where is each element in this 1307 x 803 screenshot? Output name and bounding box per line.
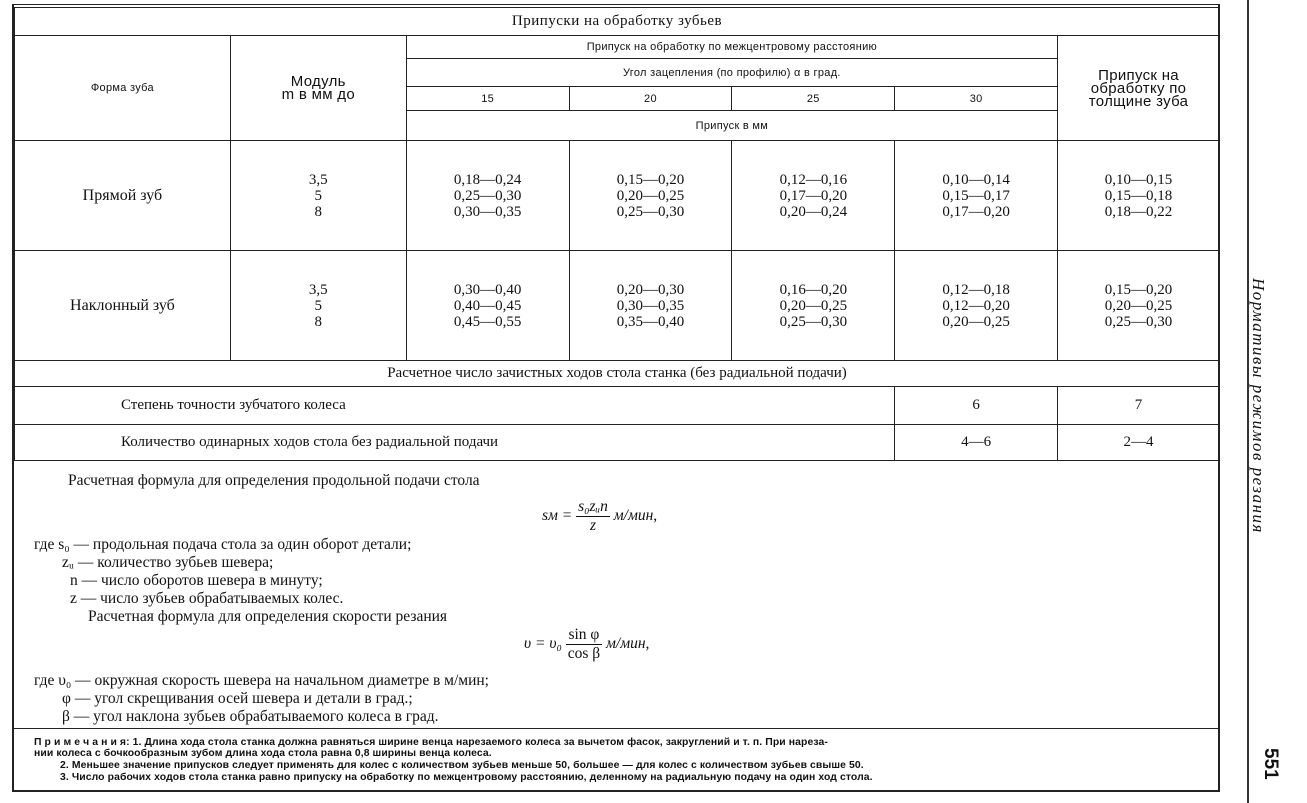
page-number: 551 — [1260, 748, 1281, 780]
row-modules: 3,5 5 8 — [230, 141, 406, 251]
feed-denominator: z — [589, 517, 597, 534]
strokes-label: Количество одинарных ходов стола без радиальной подачи — [15, 425, 895, 461]
row-value: 0,12—0,16 0,17—0,20 0,20—0,24 — [732, 141, 895, 251]
feed-fraction — [576, 498, 610, 535]
feed-unit: м/мин, — [613, 507, 658, 525]
header-thickness: Припуск на обработку по толщине зуба — [1058, 36, 1220, 141]
note-line: 2. Меньшее значение припусков следует применять для колес с количеством зубьев меньше 50, большее — для колес с количеством зубьев свыше 50. — [60, 760, 864, 771]
definition: где υ₀ — окружная скорость шевера на начальном диаметре в м/мин; — [34, 672, 489, 689]
row-thickness: 0,10—0,15 0,15—0,18 0,18—0,22 — [1058, 141, 1220, 251]
speed-numerator: sin φ — [566, 626, 602, 645]
table-title: Припуски на обработку зубьев — [15, 8, 1220, 36]
speed-intro: Расчетная формула для определения скорости резания — [88, 608, 448, 625]
header-tooth-form: Форма зуба — [15, 36, 231, 141]
row-value: 0,12—0,18 0,12—0,20 0,20—0,25 — [895, 251, 1058, 361]
passes-title: Расчетное число зачистных ходов стола станка (без радиальной подачи) — [15, 361, 1220, 387]
definition: β — угол наклона зубьев обрабатываемого колеса в град. — [62, 708, 439, 725]
speed-formula — [524, 626, 649, 663]
row-value: 0,20—0,30 0,30—0,35 0,35—0,40 — [569, 251, 732, 361]
row-value: 0,10—0,14 0,15—0,17 0,17—0,20 — [895, 141, 1058, 251]
header-allowance-unit: Припуск в мм — [406, 111, 1057, 141]
note-line: нии колеса с бочкообразным зубом длина хода стола равна 0,8 ширины венца колеса. — [34, 748, 492, 759]
row-value: 0,18—0,24 0,25—0,30 0,30—0,35 — [406, 141, 569, 251]
header-angle-25: 25 — [732, 87, 895, 111]
feed-numerator: s₀zᵤn — [578, 498, 608, 515]
formula-section — [14, 468, 1220, 726]
speed-fraction — [566, 626, 602, 663]
feed-intro: Расчетная формула для определения продольной подачи стола — [68, 472, 480, 489]
row-form: Прямой зуб — [15, 141, 231, 251]
document-page — [12, 4, 1220, 792]
accuracy-label: Степень точности зубчатого колеса — [15, 387, 895, 425]
header-angle-20: 20 — [569, 87, 732, 111]
definition: zᵤ — количество зубьев шевера; — [62, 554, 274, 571]
accuracy-value: 6 — [895, 387, 1058, 425]
note-line: 3. Число рабочих ходов стола станка равно припуску на обработку по межцентровому расстоянию, деленному на радиальную подачу на один ход стола. — [60, 772, 873, 783]
strokes-value: 4—6 — [895, 425, 1058, 461]
accuracy-value: 7 — [1058, 387, 1220, 425]
row-modules: 3,5 5 8 — [230, 251, 406, 361]
row-thickness: 0,15—0,20 0,20—0,25 0,25—0,30 — [1058, 251, 1220, 361]
header-pressure-angle: Угол зацепления (по профилю) α в град. — [406, 59, 1057, 87]
row-value: 0,16—0,20 0,20—0,25 0,25—0,30 — [732, 251, 895, 361]
running-head: Нормативы режимов резания — [1249, 278, 1268, 534]
row-form: Наклонный зуб — [15, 251, 231, 361]
definition: где s₀ — продольная подача стола за один оборот детали; — [34, 536, 412, 553]
allowance-table — [14, 7, 1220, 461]
header-module: Модуль m в мм до — [230, 36, 406, 141]
definition: n — число оборотов шевера в минуту; — [70, 572, 323, 589]
speed-lhs: υ = υ₀ — [524, 635, 562, 653]
speed-unit: м/мин, — [606, 635, 650, 653]
speed-denominator: cos β — [567, 645, 601, 662]
row-value: 0,30—0,40 0,40—0,45 0,45—0,55 — [406, 251, 569, 361]
header-angle-30: 30 — [895, 87, 1058, 111]
header-angle-15: 15 — [406, 87, 569, 111]
feed-formula — [542, 498, 657, 535]
definition: z — число зубьев обрабатываемых колес. — [70, 590, 344, 607]
notes-section — [14, 728, 1220, 783]
feed-lhs: sм = — [542, 507, 573, 525]
definition: φ — угол скрещивания осей шевера и детали в град.; — [62, 690, 413, 707]
note-line: П р и м е ч а н и я: 1. Длина хода стола станка должна равняться ширине венца нарезаемого колеса за вычетом фасок, закруглений и т. п. При нареза- — [34, 737, 828, 748]
row-value: 0,15—0,20 0,20—0,25 0,25—0,30 — [569, 141, 732, 251]
strokes-value: 2—4 — [1058, 425, 1220, 461]
header-center-distance: Припуск на обработку по межцентровому расстоянию — [406, 36, 1057, 59]
